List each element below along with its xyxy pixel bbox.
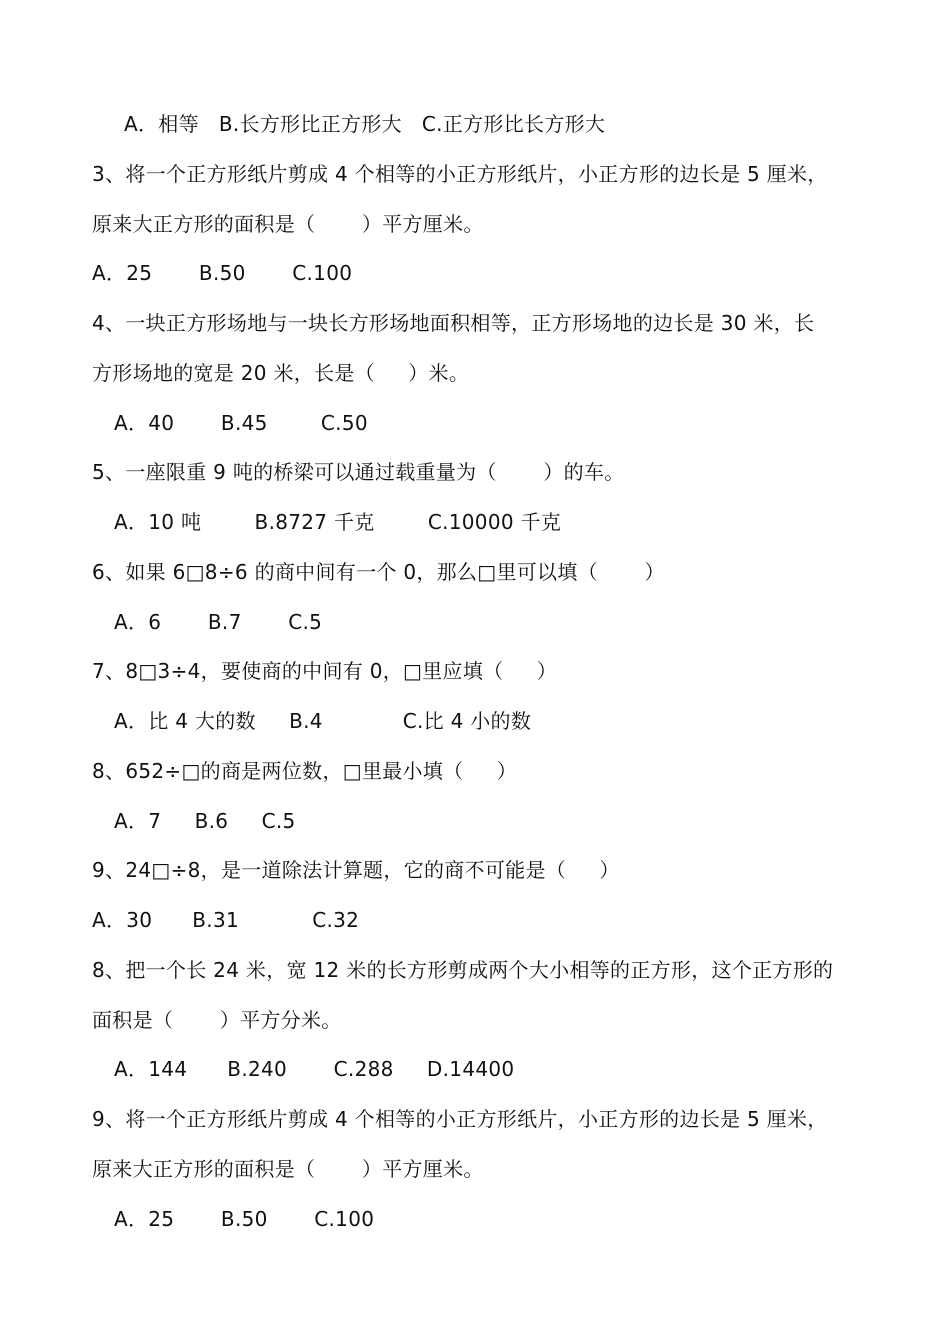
question-9b-text-line-2: 原来大正方形的面积是（ ）平方厘米。 <box>92 1157 484 1181</box>
question-6-text: 6、如果 6□8÷6 的商中间有一个 0，那么□里可以填（ ） <box>92 560 665 584</box>
question-5-options: A．10 吨 B.8727 千克 C.10000 千克 <box>114 510 562 534</box>
question-8-options: A．7 B.6 C.5 <box>114 809 296 833</box>
question-8b-text-line-1: 8、把一个长 24 米，宽 12 米的长方形剪成两个大小相等的正方形，这个正方形的 <box>92 958 834 982</box>
question-6-options: A．6 B.7 C.5 <box>114 610 323 634</box>
question-3-text-line-1: 3、将一个正方形纸片剪成 4 个相等的小正方形纸片，小正方形的边长是 5 厘米， <box>92 162 828 186</box>
question-9b-text-line-1: 9、将一个正方形纸片剪成 4 个相等的小正方形纸片，小正方形的边长是 5 厘米， <box>92 1107 828 1131</box>
question-9b-options: A．25 B.50 C.100 <box>114 1207 375 1231</box>
question-4-text-line-2: 方形场地的宽是 20 米，长是（ ）米。 <box>92 361 470 385</box>
question-7-text: 7、8□3÷4，要使商的中间有 0，□里应填（ ） <box>92 659 558 683</box>
question-9-text: 9、24□÷8，是一道除法计算题，它的商不可能是（ ） <box>92 858 620 882</box>
question-4-options: A．40 B.45 C.50 <box>114 411 368 435</box>
question-5-text: 5、一座限重 9 吨的桥梁可以通过载重量为（ ）的车。 <box>92 460 625 484</box>
question-8-text: 8、652÷□的商是两位数，□里最小填（ ） <box>92 759 518 783</box>
question-3-text-line-2: 原来大正方形的面积是（ ）平方厘米。 <box>92 212 484 236</box>
question-8b-options: A．144 B.240 C.288 D.14400 <box>114 1057 515 1081</box>
question-9-options: A．30 B.31 C.32 <box>92 908 360 932</box>
question-2-options: A．相等 B.长方形比正方形大 C.正方形比长方形大 <box>124 112 606 136</box>
question-7-options: A．比 4 大的数 B.4 C.比 4 小的数 <box>114 709 532 733</box>
question-3-options: A．25 B.50 C.100 <box>92 261 353 285</box>
question-8b-text-line-2: 面积是（ ）平方分米。 <box>92 1008 342 1032</box>
question-4-text-line-1: 4、一块正方形场地与一块长方形场地面积相等，正方形场地的边长是 30 米，长 <box>92 311 815 335</box>
